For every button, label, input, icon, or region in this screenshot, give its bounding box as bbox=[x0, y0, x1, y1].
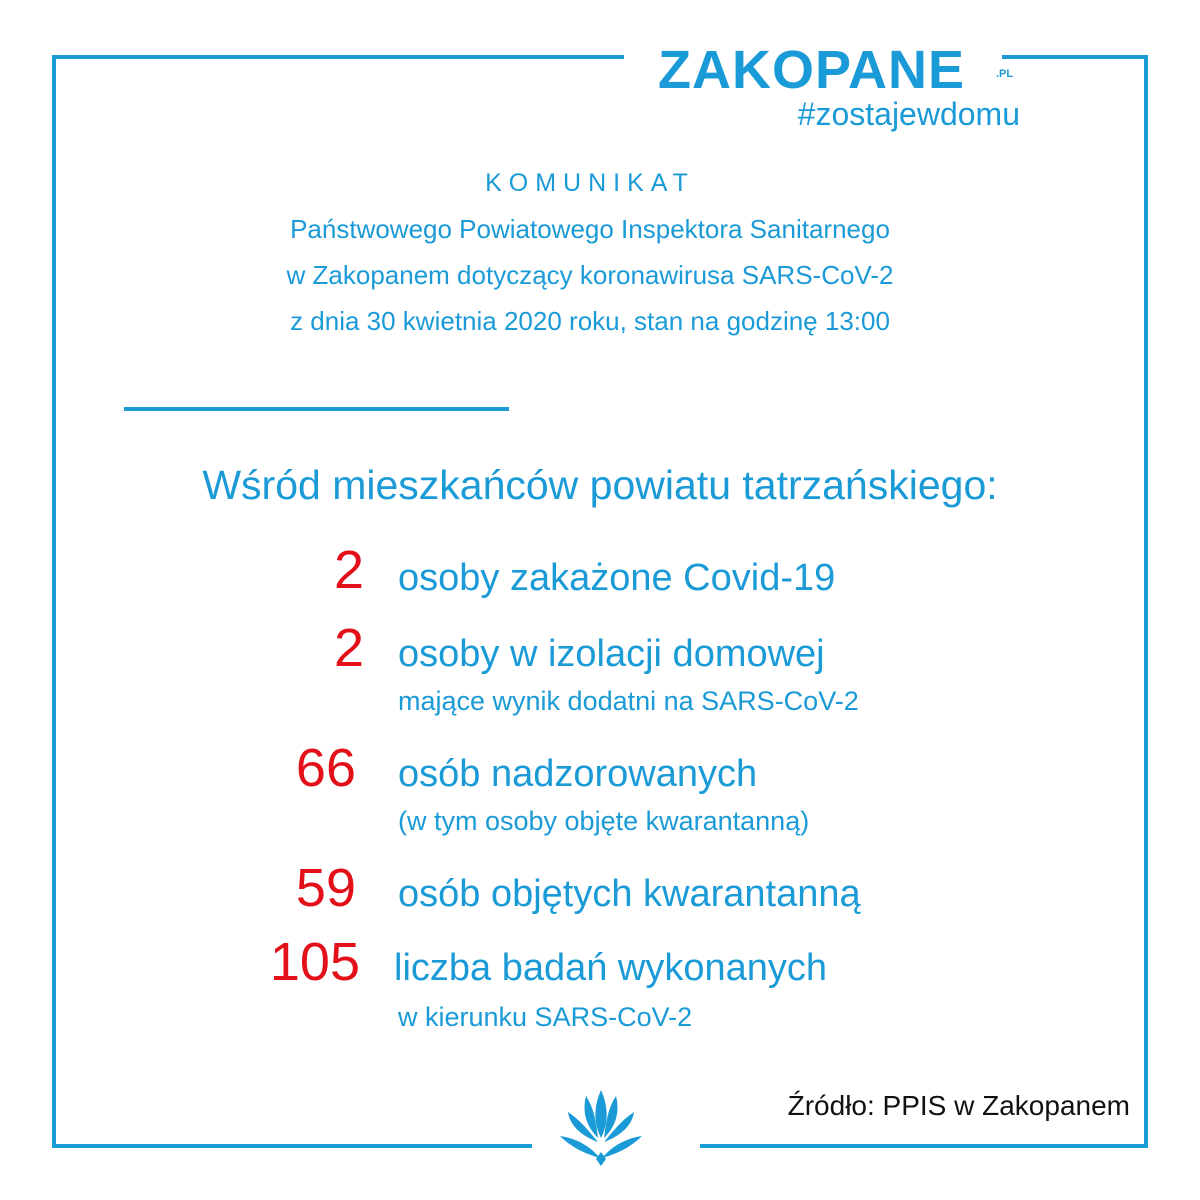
stat-label: osób nadzorowanych bbox=[398, 753, 758, 795]
stat-note: (w tym osoby objęte kwarantanną) bbox=[398, 806, 810, 836]
logo-suffix: .PL bbox=[996, 68, 1014, 80]
frame-top-left bbox=[52, 55, 624, 59]
frame-left bbox=[52, 55, 56, 1148]
stat-note: w kierunku SARS-CoV-2 bbox=[398, 1002, 693, 1032]
stat-label: osoby w izolacji domowej bbox=[398, 633, 825, 675]
communique-title: KOMUNIKAT bbox=[485, 169, 695, 197]
frame-top-right bbox=[1002, 55, 1148, 59]
stat-value: 2 bbox=[333, 618, 364, 678]
stat-label: liczba badań wykonanych bbox=[394, 947, 828, 989]
hashtag: #zostajewdomu bbox=[797, 96, 1020, 132]
communique-heading bbox=[140, 160, 1040, 344]
stat-value: 105 bbox=[269, 932, 360, 992]
frame-bottom-right bbox=[700, 1144, 1148, 1148]
intro-text: Wśród mieszkańców powiatu tatrzańskiego: bbox=[202, 462, 998, 508]
stat-value: 66 bbox=[295, 738, 356, 798]
logo-text: ZAKOPANE bbox=[658, 40, 966, 100]
stat-label: osób objętych kwarantanną bbox=[398, 873, 861, 915]
communique-line-1: Państwowego Powiatowego Inspektora Sanitarnego bbox=[290, 214, 890, 244]
stat-value: 59 bbox=[295, 858, 356, 918]
stat-note: mające wynik dodatni na SARS-CoV-2 bbox=[398, 686, 859, 716]
divider bbox=[124, 407, 509, 411]
stat-value: 2 bbox=[333, 540, 364, 600]
source-text: Źródło: PPIS w Zakopanem bbox=[787, 1090, 1130, 1121]
communique-line-2: w Zakopanem dotyczący koronawirusa SARS-CoV-2 bbox=[286, 260, 894, 290]
zakopane-logo bbox=[658, 40, 1018, 100]
communique-line-3: z dnia 30 kwietnia 2020 roku, stan na godzinę 13:00 bbox=[290, 306, 890, 336]
stat-label: osoby zakażone Covid-19 bbox=[398, 557, 836, 599]
frame-right bbox=[1144, 55, 1148, 1148]
frame-bottom-left bbox=[52, 1144, 532, 1148]
flower-logo-icon bbox=[556, 1082, 646, 1172]
